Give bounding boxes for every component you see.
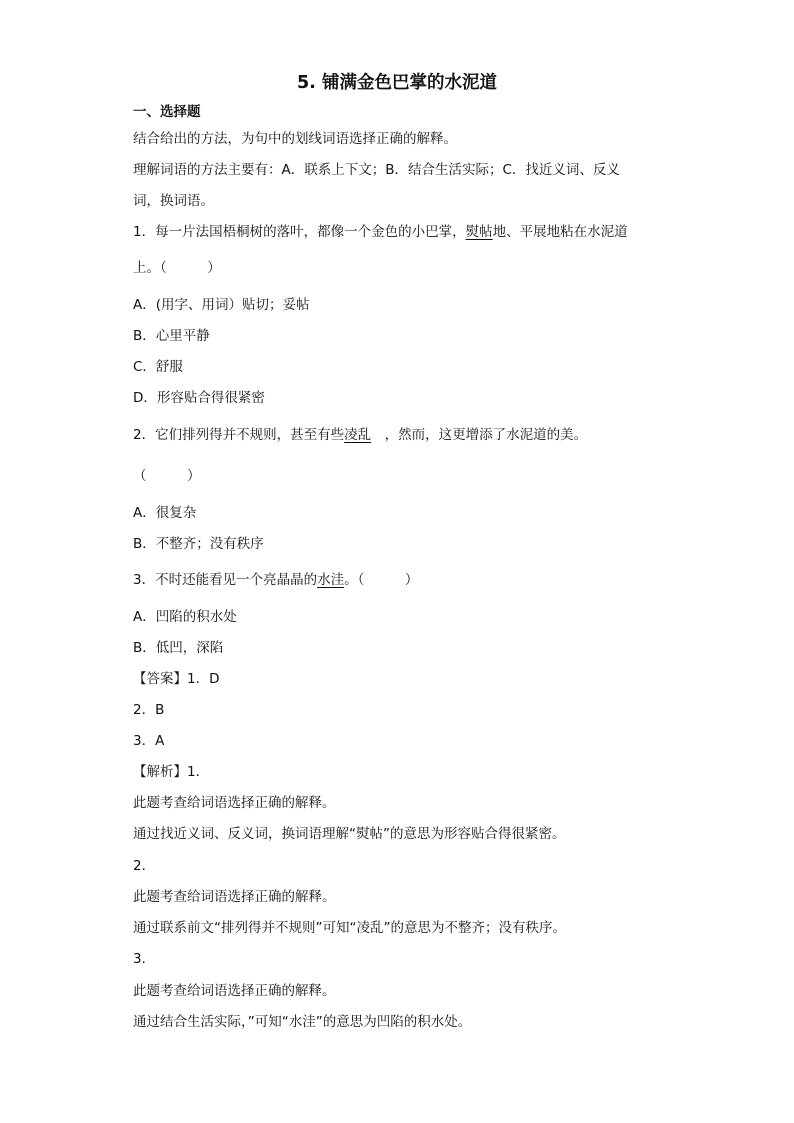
- instruction-text: 结合给出的方法，为句中的划线词语选择正确的解释。: [133, 131, 457, 147]
- question-1-option-c: C．舒服: [133, 359, 183, 375]
- question-2-stem: [133, 426, 587, 444]
- question-3-text-after: 。（ ）: [344, 572, 419, 588]
- question-2-stem-line2: （ ）: [133, 468, 201, 484]
- analysis-1-topic: 此题考查给词语选择正确的解释。: [133, 795, 336, 811]
- analysis-2-number: 2．: [133, 858, 156, 874]
- question-2-text-after: ，然而，这更增添了水泥道的美。: [371, 427, 588, 443]
- question-1-text-before: 1．每一片法国梧桐树的落叶，都像一个金色的小巴掌，: [133, 224, 466, 240]
- question-2-option-a: A．很复杂: [133, 505, 197, 521]
- question-1-option-b: B．心里平静: [133, 328, 210, 344]
- document-title: 5. 铺满金色巴掌的水泥道: [297, 73, 497, 93]
- answer-1: 1．D: [187, 671, 220, 687]
- analysis-label: 【解析】: [133, 764, 187, 780]
- question-1-underlined-word: 熨帖: [465, 224, 493, 240]
- analysis-3-topic: 此题考查给词语选择正确的解释。: [133, 983, 336, 999]
- question-3-text-before: 3．不时还能看见一个亮晶晶的: [133, 572, 318, 588]
- question-1-option-a: A．(用字、用词）贴切；妥帖: [133, 297, 310, 313]
- question-3-stem: [133, 571, 418, 589]
- question-2-option-b: B．不整齐；没有秩序: [133, 536, 264, 552]
- question-1-text-after: 地、平展地粘在水泥道: [492, 224, 628, 240]
- analysis-1-number: 1．: [187, 764, 210, 780]
- question-1-option-d: D．形容贴合得很紧密: [133, 390, 265, 406]
- analysis-3-number: 3．: [133, 951, 156, 967]
- analysis-line-1: [133, 763, 209, 781]
- question-2-underlined-word: 凌乱: [344, 427, 372, 443]
- question-1-stem: [133, 223, 628, 241]
- answer-2: 2．B: [133, 702, 165, 718]
- analysis-2-topic: 此题考查给词语选择正确的解释。: [133, 889, 336, 905]
- answer-label: 【答案】: [133, 671, 187, 687]
- section-heading: 一、选择题: [133, 104, 201, 120]
- question-3-option-a: A．凹陷的积水处: [133, 609, 237, 625]
- analysis-1-text: 通过找近义词、反义词，换词语理解“熨帖”的意思为形容贴合得很紧密。: [133, 826, 566, 842]
- answer-line-1: [133, 670, 219, 688]
- question-2-text-before: 2．它们排列得并不规则，甚至有些: [133, 427, 345, 443]
- question-3-option-b: B．低凹，深陷: [133, 640, 224, 656]
- analysis-3-text: 通过结合生活实际，”可知“水洼”的意思为凹陷的积水处。: [133, 1014, 472, 1030]
- methods-text-line1: 理解词语的方法主要有：A．联系上下文；B．结合生活实际；C．找近义词、反义: [133, 162, 620, 178]
- question-3-underlined-word: 水洼: [317, 572, 345, 588]
- analysis-2-text: 通过联系前文“排列得并不规则”可知“凌乱”的意思为不整齐；没有秩序。: [133, 920, 566, 936]
- answer-3: 3．A: [133, 733, 165, 749]
- methods-text-line2: 词，换词语。: [133, 193, 214, 209]
- question-1-stem-line2: 上。（ ）: [133, 260, 221, 276]
